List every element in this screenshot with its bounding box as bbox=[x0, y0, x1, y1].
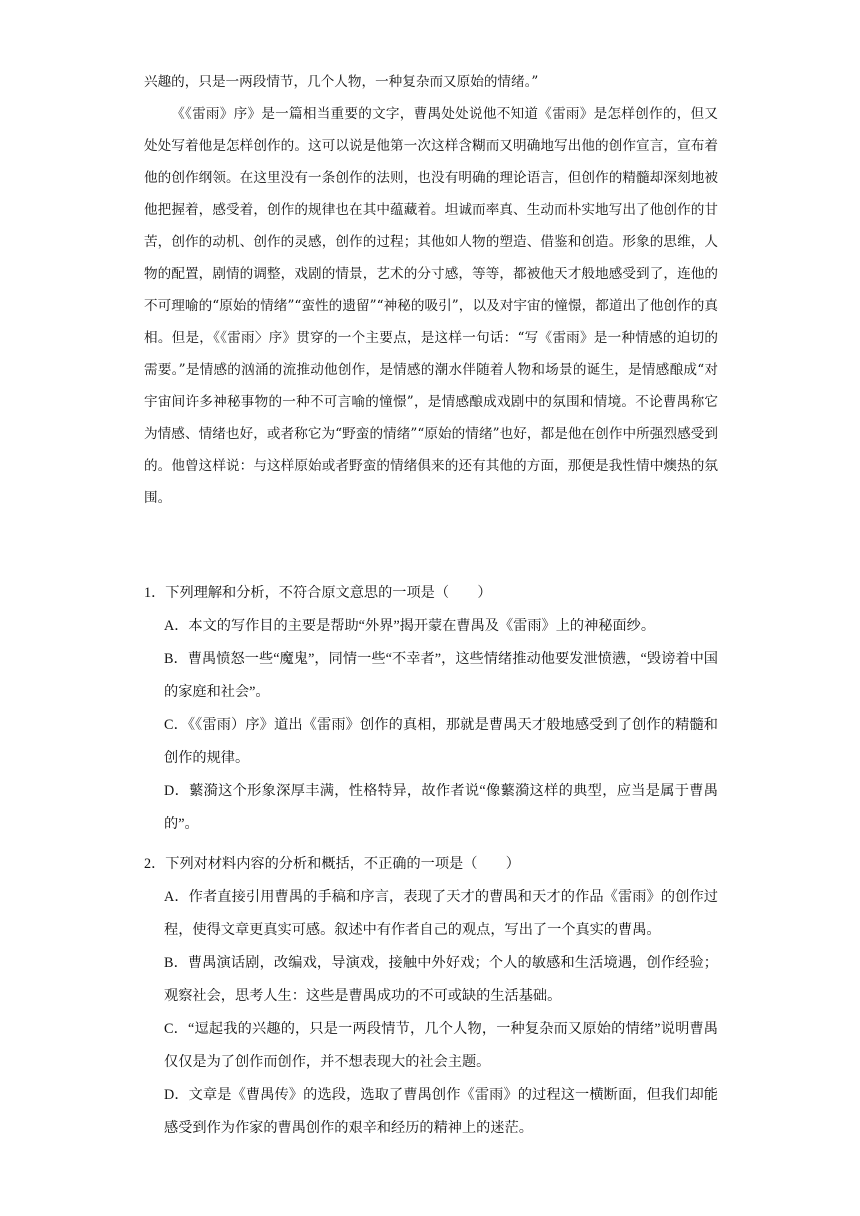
passage-paragraph-1: 兴趣的，只是一两段情节，几个人物，一种复杂而又原始的情绪。” bbox=[144, 74, 539, 90]
question-1 bbox=[144, 576, 718, 841]
question-2-stem: 2．下列对材料内容的分析和概括，不正确的一项是（ ） bbox=[144, 856, 520, 872]
question-1-stem: 1．下列理解和分析，不符合原文意思的一项是（ ） bbox=[144, 585, 492, 601]
question-2 bbox=[144, 847, 718, 1145]
reading-passage bbox=[144, 66, 718, 514]
question-2-option-d[interactable]: D．文章是《曹禺传》的选段，选取了曹禺创作《雷雨》的过程这一横断面，但我们却能感受到作为作家的曹禺创作的艰辛和经历的精神上的迷茫。 bbox=[164, 1087, 718, 1136]
passage-paragraph-2: 《《雷雨》序》是一篇相当重要的文字，曹禺处处说他不知道《雷雨》是怎样创作的，但又处处写着他是怎样创作的。这可以说是他第一次这样含糊而又明确地写出他的创作宣言，宣布着他的创作纲领。在这里没有一条创作的法则，也没有明确的理论语言，但创作的精髓却深刻地被他把握着，感受着，创作的规律也在其中蕴藏着。坦诚而率真、生动而朴实地写出了他创作的甘苦，创作的动机、创作的灵感，创作的过程；其他如人物的塑造、借鉴和创造。形象的思维，人物的配置，剧情的调整，戏剧的情景，艺术的分寸感，等等，都被他天才般地感受到了，连他的不可理喻的“原始的情绪”“蛮性的遗留”“神秘的吸引”，以及对宇宙的憧憬，都道出了他创作的真相。但是，《《雷雨〉序》贯穿的一个主要点，是这样一句话：“写《雷雨》是一种情感的迫切的需要。”是情感的汹涌的流推动他创作，是情感的潮水伴随着人物和场景的诞生，是情感酿成“对宇宙间许多神秘事物的一种不可言喻的憧憬”，是情感酿成戏剧中的氛围和情境。不论曹禺称它为情感、情绪也好，或者称它为“野蛮的情绪”“原始的情绪”也好，都是他在创作中所强烈感受到的。他曾这样说：与这样原始或者野蛮的情绪俱来的还有其他的方面，那便是我性情中燠热的氛围。 bbox=[144, 106, 718, 506]
question-1-option-b[interactable]: B．曹禺愤怒一些“魔鬼”，同情一些“不幸者”，这些情绪推动他要发泄愤懑，“毁谤着中国的家庭和社会”。 bbox=[164, 651, 718, 700]
question-1-option-a[interactable]: A．本文的写作目的主要是帮助“外界”揭开蒙在曹禺及《雷雨》上的神秘面纱。 bbox=[164, 618, 656, 634]
question-2-option-a[interactable]: A．作者直接引用曹禺的手稿和序言，表现了天才的曹禺和天才的作品《雷雨》的创作过程，使得文章更真实可感。叙述中有作者自己的观点，写出了一个真实的曹禺。 bbox=[164, 889, 718, 938]
question-1-option-d[interactable]: D．蘩漪这个形象深厚丰满，性格特异，故作者说“像蘩漪这样的典型，应当是属于曹禺的”。 bbox=[164, 783, 718, 832]
question-2-option-c[interactable]: C．“逗起我的兴趣的，只是一两段情节，几个人物，一种复杂而又原始的情绪”说明曹禺仅仅是为了创作而创作，并不想表现大的社会主题。 bbox=[164, 1021, 718, 1070]
question-2-option-b[interactable]: B．曹禺演话剧，改编戏，导演戏，接触中外好戏；个人的敏感和生活境遇，创作经验；观察社会，思考人生：这些是曹禺成功的不可或缺的生活基础。 bbox=[164, 955, 718, 1004]
question-1-option-c[interactable]: C．《《雷雨）序》道出《雷雨》创作的真相，那就是曹禺天才般地感受到了创作的精髓和创作的规律。 bbox=[164, 717, 718, 766]
question-list bbox=[144, 576, 718, 1145]
